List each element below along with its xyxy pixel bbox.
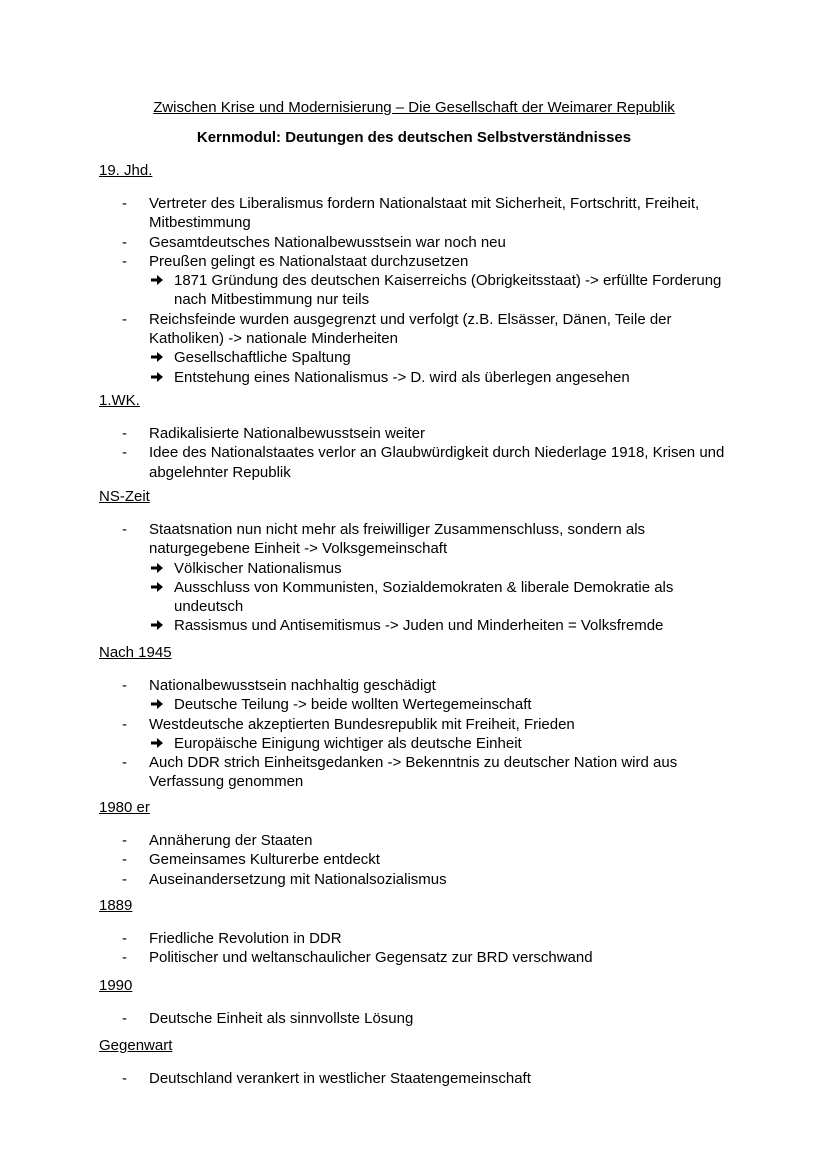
section-heading: 1889 bbox=[99, 897, 133, 914]
right-arrow-icon bbox=[150, 735, 164, 751]
right-arrow-icon bbox=[150, 696, 164, 712]
list-item bbox=[99, 831, 739, 850]
arrow-item bbox=[99, 734, 739, 753]
section-1-wk bbox=[99, 392, 739, 482]
section-heading: Gegenwart bbox=[99, 1037, 173, 1054]
item-text: Gesamtdeutsches Nationalbewusstsein war noch neu bbox=[149, 233, 506, 251]
document-title: Zwischen Krise und Modernisierung – Die Gesellschaft der Weimarer Republik bbox=[153, 99, 675, 116]
item-text: Vertreter des Liberalismus fordern Nationalstaat mit Sicherheit, Fortschritt, Freiheit, Mitbestimmung bbox=[149, 195, 700, 232]
right-arrow-icon bbox=[150, 369, 164, 385]
dash-marker: - bbox=[122, 252, 127, 270]
item-text: Idee des Nationalstaates verlor an Glaubwürdigkeit durch Niederlage 1918, Krisen und abgelehnter Republik bbox=[149, 444, 725, 481]
item-text: Westdeutsche akzeptierten Bundesrepublik mit Freiheit, Frieden bbox=[149, 715, 575, 733]
item-text: Völkischer Nationalismus bbox=[174, 559, 342, 577]
list-item bbox=[99, 715, 739, 734]
list-item bbox=[99, 948, 739, 967]
list-item bbox=[99, 753, 739, 792]
section-nach-1945 bbox=[99, 644, 739, 792]
list-item bbox=[99, 233, 739, 252]
dash-marker: - bbox=[122, 521, 127, 538]
item-text: Nationalbewusstsein nachhaltig geschädigt bbox=[149, 677, 436, 694]
arrow-item bbox=[99, 368, 739, 387]
list-item bbox=[99, 310, 739, 349]
dash-marker: - bbox=[122, 715, 127, 733]
section-heading: 19. Jhd. bbox=[99, 162, 153, 179]
arrow-item bbox=[99, 271, 739, 310]
dash-marker: - bbox=[122, 310, 127, 328]
list-item bbox=[99, 424, 739, 443]
dash-marker: - bbox=[122, 870, 127, 888]
section-ns-zeit bbox=[99, 488, 739, 636]
item-text: Ausschluss von Kommunisten, Sozialdemokraten & liberale Demokratie als undeutsch bbox=[174, 578, 674, 616]
dash-marker: - bbox=[122, 677, 127, 694]
list-item bbox=[99, 676, 739, 695]
list-item bbox=[99, 929, 739, 948]
section-heading: 1980 er bbox=[99, 799, 150, 816]
list-item bbox=[99, 1069, 739, 1088]
item-text: Rassismus und Antisemitismus -> Juden und Minderheiten = Volksfremde bbox=[174, 617, 664, 635]
section-1990 bbox=[99, 977, 739, 1028]
item-text: Annäherung der Staaten bbox=[149, 832, 313, 849]
list-item bbox=[99, 850, 739, 869]
right-arrow-icon bbox=[150, 579, 164, 595]
item-text: Reichsfeinde wurden ausgegrenzt und verfolgt (z.B. Elsässer, Dänen, Teile der Katholiken) -> nationale Minderheiten bbox=[149, 310, 672, 348]
arrow-item bbox=[99, 578, 739, 617]
right-arrow-icon bbox=[150, 617, 164, 633]
item-text: Gemeinsames Kulturerbe entdeckt bbox=[149, 851, 380, 869]
section-gegenwart bbox=[99, 1037, 739, 1088]
item-text: Friedliche Revolution in DDR bbox=[149, 930, 342, 947]
right-arrow-icon bbox=[150, 560, 164, 576]
arrow-item bbox=[99, 559, 739, 578]
dash-marker: - bbox=[122, 832, 127, 849]
document-subtitle: Kernmodul: Deutungen des deutschen Selbstverständnisses bbox=[196, 129, 632, 146]
right-arrow-icon bbox=[150, 349, 164, 365]
item-text: Gesellschaftliche Spaltung bbox=[174, 349, 351, 367]
arrow-item bbox=[99, 616, 739, 635]
section-heading: 1.WK. bbox=[99, 392, 140, 409]
item-text: Deutsche Teilung -> beide wollten Wertegemeinschaft bbox=[174, 696, 532, 714]
item-text: Auseinandersetzung mit Nationalsozialismus bbox=[149, 870, 447, 888]
right-arrow-icon bbox=[150, 272, 164, 288]
item-text: Radikalisierte Nationalbewusstsein weiter bbox=[149, 425, 425, 442]
dash-marker: - bbox=[122, 1010, 127, 1027]
section-1980-er bbox=[99, 799, 739, 889]
item-text: Auch DDR strich Einheitsgedanken -> Bekenntnis zu deutscher Nation wird aus Verfassung genommen bbox=[149, 754, 678, 791]
arrow-item bbox=[99, 695, 739, 714]
item-text: Politischer und weltanschaulicher Gegensatz zur BRD verschwand bbox=[149, 949, 593, 967]
list-item bbox=[99, 520, 739, 559]
list-item bbox=[99, 194, 739, 233]
dash-marker: - bbox=[122, 444, 127, 462]
list-item bbox=[99, 870, 739, 889]
dash-marker: - bbox=[122, 851, 127, 869]
item-text: Preußen gelingt es Nationalstaat durchzusetzen bbox=[149, 252, 469, 270]
dash-marker: - bbox=[122, 1070, 127, 1087]
dash-marker: - bbox=[122, 195, 127, 212]
dash-marker: - bbox=[122, 233, 127, 251]
arrow-item bbox=[99, 348, 739, 367]
section-1889 bbox=[99, 897, 739, 968]
list-item bbox=[99, 252, 739, 271]
dash-marker: - bbox=[122, 425, 127, 442]
section-19-jhd bbox=[99, 162, 739, 387]
list-item bbox=[99, 1009, 739, 1028]
dash-marker: - bbox=[122, 949, 127, 967]
item-text: Deutsche Einheit als sinnvollste Lösung bbox=[149, 1010, 414, 1027]
item-text: 1871 Gründung des deutschen Kaiserreichs (Obrigkeitsstaat) -> erfüllte Forderung nach Mitbestimmung nur teils bbox=[174, 272, 722, 309]
section-heading: 1990 bbox=[99, 977, 133, 994]
section-heading: Nach 1945 bbox=[99, 644, 172, 661]
item-text: Entstehung eines Nationalismus -> D. wird als überlegen angesehen bbox=[174, 368, 630, 386]
item-text: Staatsnation nun nicht mehr als freiwilliger Zusammenschluss, sondern als naturgegebene Einheit -> Volksgemeinschaft bbox=[149, 521, 646, 558]
list-item bbox=[99, 443, 739, 482]
item-text: Europäische Einigung wichtiger als deutsche Einheit bbox=[174, 734, 522, 752]
item-text: Deutschland verankert in westlicher Staatengemeinschaft bbox=[149, 1070, 531, 1087]
dash-marker: - bbox=[122, 930, 127, 947]
section-heading: NS-Zeit bbox=[99, 488, 150, 505]
dash-marker: - bbox=[122, 754, 127, 772]
